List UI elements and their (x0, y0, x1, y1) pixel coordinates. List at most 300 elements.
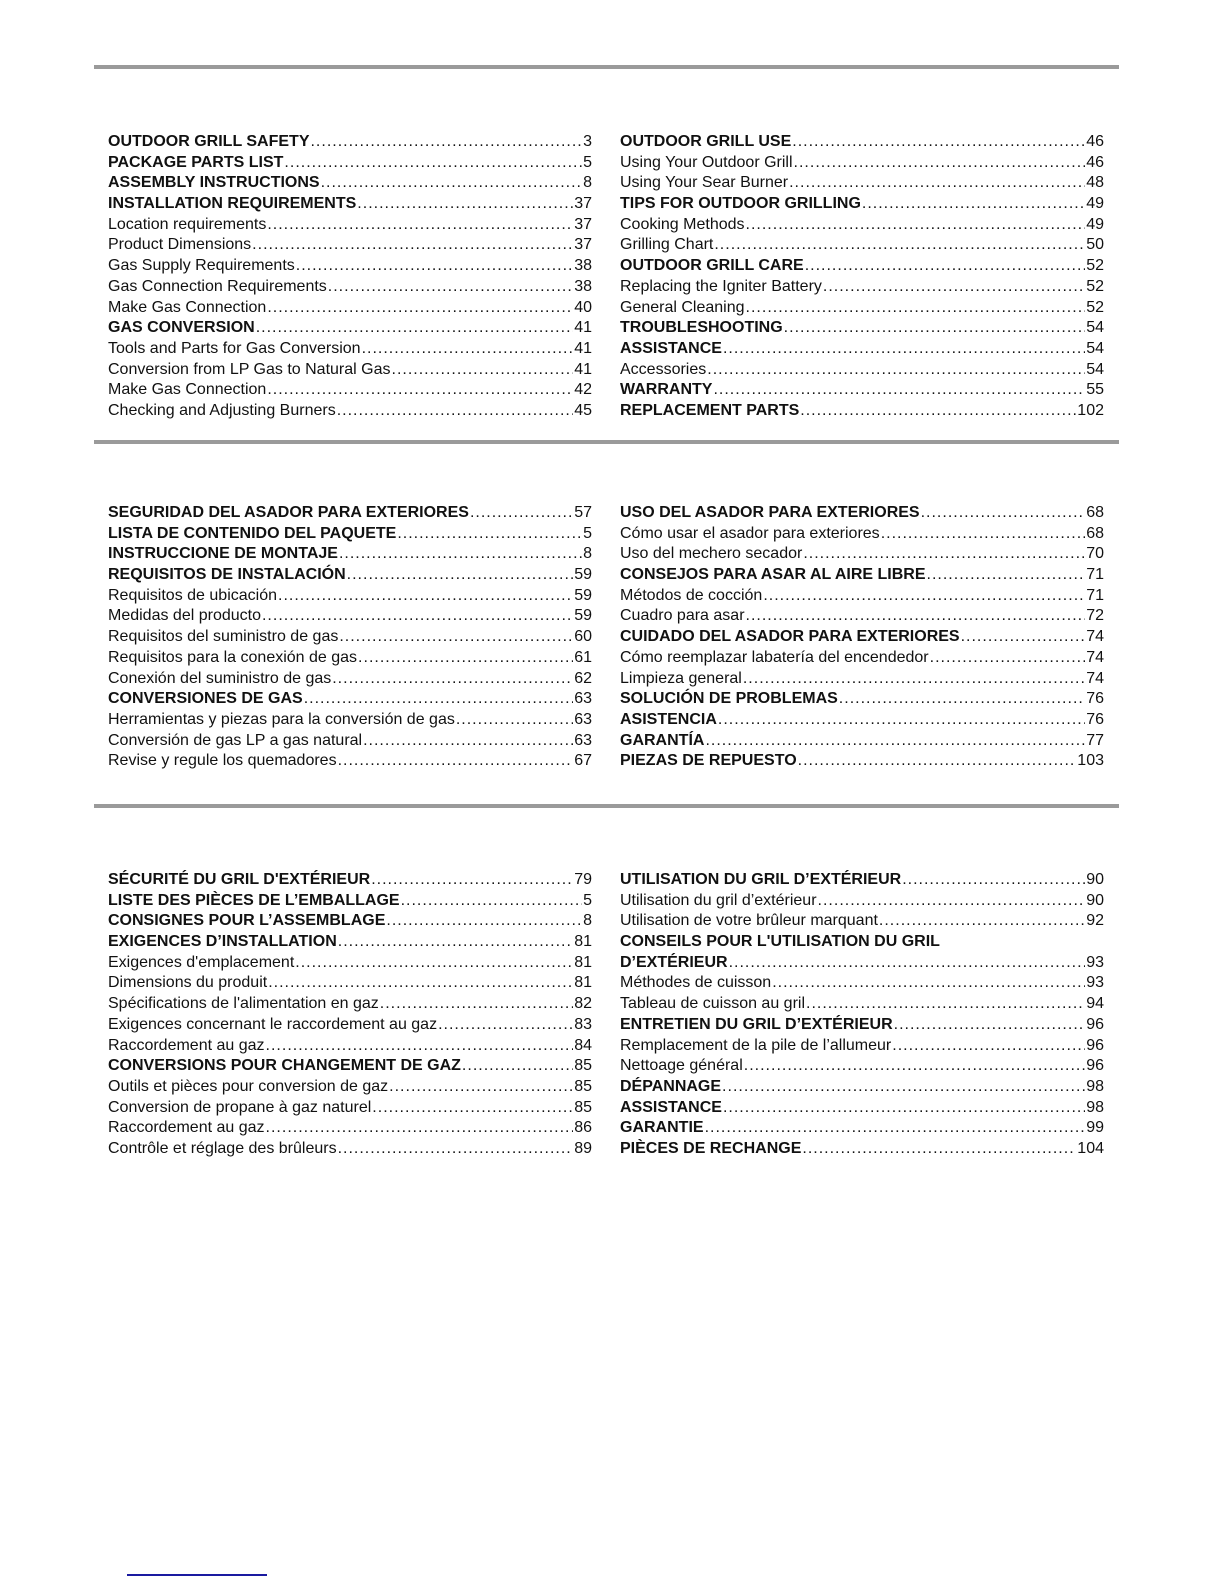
toc-entry[interactable] (620, 606, 1104, 627)
toc-heading-entry[interactable] (108, 891, 592, 912)
dot-leader (266, 1036, 574, 1057)
toc-entry-label: Accessories (620, 360, 707, 378)
toc-entry[interactable] (108, 751, 592, 772)
toc-entry[interactable] (108, 401, 592, 422)
toc-entry-label: LISTA DE CONTENIDO DEL PAQUETE (108, 524, 397, 542)
toc-page-number: 68 (1086, 504, 1104, 521)
dot-leader (372, 1098, 573, 1119)
toc-entry[interactable] (108, 648, 592, 669)
toc-entry-label: INSTALLATION REQUIREMENTS (108, 195, 357, 213)
toc-entry-label: PACKAGE PARTS LIST (108, 153, 284, 171)
toc-entry[interactable] (108, 277, 592, 298)
toc-entry-label: Uso del mechero secador (620, 545, 803, 563)
toc-page-number: 74 (1086, 669, 1104, 687)
toc-entry-label: PIÈCES DE RECHANGE (620, 1139, 802, 1157)
dot-leader (438, 1015, 573, 1036)
toc-entry-label: Exigences concernant le raccordement au gaz (108, 1015, 438, 1033)
toc-page-number: 85 (574, 1077, 592, 1095)
toc-entry-label: Herramientas y piezas para la conversión de gas (108, 710, 455, 728)
dot-leader (930, 648, 1086, 669)
toc-page-number: 92 (1086, 912, 1104, 930)
toc-page-number: 70 (1086, 545, 1104, 563)
toc-entry-label: Gas Supply Requirements (108, 257, 295, 275)
dot-leader (961, 627, 1086, 648)
dot-leader (927, 565, 1086, 586)
dot-leader (252, 235, 573, 256)
dot-leader (705, 731, 1085, 752)
toc-entry[interactable] (620, 153, 1104, 174)
toc-entry[interactable] (108, 360, 592, 381)
toc-heading-entry[interactable] (620, 318, 1104, 339)
toc-entry-label: TROUBLESHOOTING (620, 319, 783, 337)
toc-entry-label: WARRANTY (620, 381, 713, 399)
toc-entry[interactable] (108, 1139, 592, 1160)
toc-entry[interactable] (108, 256, 592, 277)
toc-page-number: 85 (574, 1098, 592, 1116)
dot-leader (268, 973, 573, 994)
toc-page-number: 54 (1086, 319, 1104, 337)
toc-heading-entry[interactable] (108, 544, 592, 565)
toc-entry[interactable] (620, 1036, 1104, 1057)
toc-entry[interactable] (108, 215, 592, 236)
toc-page-number: 52 (1086, 257, 1104, 275)
toc-page-number: 45 (574, 401, 592, 419)
toc-page-number: 96 (1086, 1015, 1104, 1033)
toc-entry[interactable] (620, 891, 1104, 912)
toc-entry-label: OUTDOOR GRILL USE (620, 133, 792, 150)
dot-leader (723, 1098, 1085, 1119)
toc-entry-label: Cooking Methods (620, 215, 745, 233)
toc-entry-label: Outils et pièces pour conversion de gaz (108, 1077, 389, 1095)
toc-page-number: 42 (574, 381, 592, 399)
dot-leader (267, 380, 573, 401)
toc-heading-entry[interactable] (620, 689, 1104, 710)
dot-leader (462, 1056, 573, 1077)
toc-entry[interactable] (108, 298, 592, 319)
toc-page-number: 93 (1086, 953, 1104, 971)
toc-page-number: 59 (574, 586, 592, 604)
toc-entry-label: Conversion de propane à gaz naturel (108, 1098, 372, 1116)
toc-entry-label: EXIGENCES D’INSTALLATION (108, 933, 337, 951)
toc-entry-label: OUTDOOR GRILL CARE (620, 257, 804, 275)
dot-leader (818, 891, 1086, 912)
toc-heading-entry[interactable] (108, 689, 592, 710)
dot-leader (744, 1056, 1085, 1077)
toc-page-number: 60 (574, 628, 592, 646)
toc-page-number: 74 (1086, 648, 1104, 666)
toc-entry-label: USO DEL ASADOR PARA EXTERIORES (620, 504, 920, 521)
dot-leader (363, 731, 573, 752)
toc-entry-label: ASISTENCIA (620, 710, 717, 728)
toc-entry-label: Product Dimensions (108, 236, 252, 254)
dot-leader (921, 503, 1086, 524)
toc-entry[interactable] (620, 994, 1104, 1015)
dot-leader (729, 953, 1086, 974)
toc-page-number: 103 (1077, 752, 1104, 770)
toc-page-number: 41 (574, 319, 592, 337)
toc-entry[interactable] (108, 627, 592, 648)
toc-heading-entry[interactable] (108, 194, 592, 215)
dot-leader (386, 911, 582, 932)
toc-heading-entry[interactable] (108, 870, 592, 891)
toc-entry[interactable] (620, 524, 1104, 545)
toc-page-number: 62 (574, 669, 592, 687)
toc-page-number: 54 (1086, 339, 1104, 357)
toc-heading-entry[interactable] (108, 503, 592, 524)
dot-leader (338, 751, 574, 772)
toc-page-number: 57 (574, 504, 592, 521)
toc-entry-label: Make Gas Connection (108, 381, 267, 399)
toc-page-number: 99 (1086, 1119, 1104, 1137)
dot-leader (713, 380, 1085, 401)
dot-leader (894, 1015, 1086, 1036)
toc-page-number: 96 (1086, 1057, 1104, 1075)
toc-page-number: 96 (1086, 1036, 1104, 1054)
toc-page-number: 76 (1086, 690, 1104, 708)
toc-entry-label: Dimensions du produit (108, 974, 268, 992)
toc-column-left (108, 870, 592, 1160)
toc-entry-label: ENTRETIEN DU GRIL D’EXTÉRIEUR (620, 1015, 893, 1033)
toc-heading-entry[interactable] (620, 751, 1104, 772)
toc-heading-entry[interactable] (620, 1118, 1104, 1139)
toc-entry-label: Raccordement au gaz (108, 1119, 265, 1137)
dot-leader (362, 339, 574, 360)
toc-section-french (108, 870, 1104, 1160)
toc-page-number: 37 (574, 236, 592, 254)
dot-leader (746, 298, 1086, 319)
toc-page-number: 98 (1086, 1077, 1104, 1095)
toc-page-number: 55 (1086, 381, 1104, 399)
dot-leader (879, 911, 1085, 932)
dot-leader (296, 256, 573, 277)
toc-entry-label: REPLACEMENT PARTS (620, 401, 800, 419)
toc-heading-entry[interactable] (620, 731, 1104, 752)
toc-heading-entry[interactable] (620, 565, 1104, 586)
toc-entry[interactable] (620, 215, 1104, 236)
toc-heading-entry[interactable] (108, 153, 592, 174)
dot-leader (380, 994, 573, 1015)
dot-leader (892, 1036, 1085, 1057)
toc-entry-label: Revise y regule los quemadores (108, 752, 337, 770)
toc-entry-label: SOLUCIÓN DE PROBLEMAS (620, 690, 838, 708)
dot-leader (772, 973, 1085, 994)
dot-leader (339, 544, 582, 565)
dot-leader (746, 606, 1086, 627)
section-divider-french (94, 804, 1119, 808)
dot-leader (784, 318, 1086, 339)
dot-leader (338, 932, 573, 953)
toc-heading-entry[interactable] (108, 318, 592, 339)
toc-entry-label: Utilisation de votre brûleur marquant (620, 912, 878, 930)
toc-entry-label: Location requirements (108, 215, 267, 233)
toc-heading-entry[interactable] (620, 1077, 1104, 1098)
dot-leader (321, 173, 583, 194)
toc-entry-label: Tableau de cuisson au gril (620, 995, 806, 1013)
toc-entry-label: Requisitos para la conexión de gas (108, 648, 358, 666)
toc-entry[interactable] (108, 953, 592, 974)
toc-heading-entry[interactable] (620, 627, 1104, 648)
toc-entry[interactable] (108, 586, 592, 607)
toc-heading-entry[interactable] (620, 710, 1104, 731)
dot-leader (714, 235, 1085, 256)
toc-column-left (108, 503, 592, 772)
dot-leader (456, 710, 573, 731)
toc-entry[interactable] (108, 606, 592, 627)
toc-heading-entry[interactable] (108, 524, 592, 545)
dot-leader (339, 627, 573, 648)
toc-page-number: 41 (574, 339, 592, 357)
toc-entry-label: Exigences d'emplacement (108, 953, 295, 971)
section-divider-spanish (94, 440, 1119, 444)
toc-heading-entry[interactable] (620, 401, 1104, 422)
toc-entry[interactable] (108, 235, 592, 256)
toc-page-number: 81 (574, 933, 592, 951)
toc-page-number: 54 (1086, 360, 1104, 378)
dot-leader (802, 1139, 1076, 1160)
toc-entry-label: Requisitos del suministro de gas (108, 628, 339, 646)
toc-entry[interactable] (620, 544, 1104, 565)
dot-leader (862, 194, 1085, 215)
toc-heading-entry[interactable] (620, 1098, 1104, 1119)
toc-heading-entry[interactable] (620, 1139, 1104, 1160)
toc-entry-label: Tools and Parts for Gas Conversion (108, 339, 361, 357)
dot-leader (806, 994, 1085, 1015)
toc-page-number: 40 (574, 298, 592, 316)
dot-leader (304, 689, 574, 710)
dot-leader (800, 401, 1076, 422)
toc-heading-entry[interactable] (620, 953, 1104, 974)
toc-page-number: 52 (1086, 277, 1104, 295)
dot-leader (839, 689, 1085, 710)
toc-page-number: 46 (1086, 133, 1104, 150)
dot-leader (278, 586, 573, 607)
toc-entry[interactable] (620, 648, 1104, 669)
toc-page-number: 82 (574, 995, 592, 1013)
toc-entry-label: Nettoage général (620, 1057, 743, 1075)
toc-heading-entry[interactable] (108, 911, 592, 932)
toc-entry-label: ASSEMBLY INSTRUCTIONS (108, 174, 320, 192)
section-divider-english (94, 65, 1119, 69)
toc-entry-label: SEGURIDAD DEL ASADOR PARA EXTERIORES (108, 504, 469, 521)
toc-heading-entry[interactable] (108, 173, 592, 194)
toc-heading-entry[interactable] (620, 132, 1104, 153)
dot-leader (295, 953, 573, 974)
toc-page-number: 49 (1086, 215, 1104, 233)
toc-entry-label: INSTRUCCIONE DE MONTAJE (108, 545, 338, 563)
dot-leader (389, 1077, 573, 1098)
toc-page-number: 50 (1086, 236, 1104, 254)
toc-entry[interactable] (620, 586, 1104, 607)
toc-page-number: 84 (574, 1036, 592, 1054)
toc-entry[interactable] (620, 360, 1104, 381)
toc-page-number: 63 (574, 690, 592, 708)
toc-page-number: 76 (1086, 710, 1104, 728)
toc-entry-label: CONVERSIONS POUR CHANGEMENT DE GAZ (108, 1057, 461, 1075)
toc-entry-label: General Cleaning (620, 298, 745, 316)
toc-page-number: 59 (574, 607, 592, 625)
footer-link-underline (127, 1574, 267, 1576)
toc-heading-entry[interactable] (108, 932, 592, 953)
toc-entry[interactable] (620, 669, 1104, 690)
toc-heading-entry[interactable] (620, 256, 1104, 277)
toc-entry-label: REQUISITOS DE INSTALACIÓN (108, 566, 346, 584)
toc-heading-entry[interactable] (620, 1015, 1104, 1036)
toc-page-number: 79 (574, 871, 592, 888)
toc-entry-label: Cuadro para asar (620, 607, 745, 625)
toc-entry[interactable] (108, 731, 592, 752)
dot-leader (743, 669, 1085, 690)
dot-leader (310, 132, 582, 153)
dot-leader (401, 891, 583, 912)
toc-page-number: 63 (574, 710, 592, 728)
toc-entry-label: Grilling Chart (620, 236, 714, 254)
toc-entry-label: CONSEILS POUR L'UTILISATION DU GRIL (620, 933, 940, 951)
dot-leader (328, 277, 573, 298)
toc-page-number: 90 (1086, 891, 1104, 909)
toc-page-number: 48 (1086, 174, 1104, 192)
toc-section-english (108, 132, 1104, 422)
dot-leader (332, 669, 573, 690)
dot-leader (794, 153, 1086, 174)
toc-page-number: 67 (574, 752, 592, 770)
toc-entry-label: Remplacement de la pile de l’allumeur (620, 1036, 892, 1054)
dot-leader (881, 524, 1086, 545)
toc-entry-label: Métodos de cocción (620, 586, 763, 604)
toc-entry-label: Contrôle et réglage des brûleurs (108, 1139, 337, 1157)
toc-entry-label: ASSISTANCE (620, 1098, 722, 1116)
toc-entry[interactable] (108, 1036, 592, 1057)
toc-page-number: 49 (1086, 195, 1104, 213)
dot-leader (256, 318, 574, 339)
toc-page-number: 93 (1086, 974, 1104, 992)
toc-entry-label: CUIDADO DEL ASADOR PARA EXTERIORES (620, 628, 960, 646)
toc-page-number: 74 (1086, 628, 1104, 646)
toc-entry-label: Checking and Adjusting Burners (108, 401, 336, 419)
toc-entry[interactable] (108, 669, 592, 690)
dot-leader (792, 132, 1085, 153)
toc-page-number: 98 (1086, 1098, 1104, 1116)
toc-heading-entry[interactable] (620, 194, 1104, 215)
toc-page-number: 104 (1077, 1139, 1104, 1157)
toc-entry-label: Replacing the Igniter Battery (620, 277, 822, 295)
toc-entry[interactable] (108, 1015, 592, 1036)
toc-heading-entry[interactable] (108, 565, 592, 586)
toc-entry[interactable] (108, 710, 592, 731)
toc-entry[interactable] (108, 973, 592, 994)
toc-entry[interactable] (620, 911, 1104, 932)
toc-entry-label: Limpieza general (620, 669, 742, 687)
toc-page-number: 52 (1086, 298, 1104, 316)
toc-entry-label: UTILISATION DU GRIL D’EXTÉRIEUR (620, 871, 902, 888)
toc-entry-label: GAS CONVERSION (108, 319, 255, 337)
toc-page-number: 38 (574, 277, 592, 295)
toc-entry-label: CONSIGNES POUR L’ASSEMBLAGE (108, 912, 386, 930)
toc-entry-label: TIPS FOR OUTDOOR GRILLING (620, 195, 861, 213)
toc-entry[interactable] (620, 235, 1104, 256)
toc-page-number: 8 (583, 545, 592, 563)
toc-page-number: 5 (583, 891, 592, 909)
toc-entry-label: GARANTIE (620, 1119, 704, 1137)
toc-page-number: 85 (574, 1057, 592, 1075)
toc-entry[interactable] (108, 380, 592, 401)
toc-entry-label: DÉPANNAGE (620, 1077, 722, 1095)
toc-entry-label: Utilisation du gril d’extérieur (620, 891, 817, 909)
dot-leader (267, 215, 573, 236)
toc-entry-label: Conversion from LP Gas to Natural Gas (108, 360, 391, 378)
toc-entry-label: LISTE DES PIÈCES DE L’EMBALLAGE (108, 891, 400, 909)
toc-entry[interactable] (620, 973, 1104, 994)
toc-entry[interactable] (108, 994, 592, 1015)
toc-entry-label: Conexión del suministro de gas (108, 669, 332, 687)
toc-heading-entry[interactable] (620, 380, 1104, 401)
toc-page-number: 71 (1086, 586, 1104, 604)
toc-heading-entry[interactable] (620, 870, 1104, 891)
dot-leader (805, 256, 1086, 277)
toc-heading-entry[interactable] (620, 339, 1104, 360)
toc-entry[interactable] (108, 1077, 592, 1098)
toc-entry[interactable] (620, 277, 1104, 298)
toc-page-number: 5 (583, 153, 592, 171)
toc-page-number: 77 (1086, 731, 1104, 749)
toc-page-number: 61 (574, 648, 592, 666)
toc-page-number: 89 (574, 1139, 592, 1157)
toc-column-right (620, 503, 1104, 772)
dot-leader (798, 751, 1077, 772)
dot-leader (392, 360, 574, 381)
toc-entry-label: SÉCURITÉ DU GRIL D'EXTÉRIEUR (108, 871, 371, 888)
toc-heading-entry[interactable] (620, 932, 1104, 953)
toc-section-spanish (108, 503, 1104, 772)
dot-leader (338, 1139, 574, 1160)
toc-entry-label: Raccordement au gaz (108, 1036, 265, 1054)
toc-entry-label: Medidas del producto (108, 607, 261, 625)
toc-entry[interactable] (620, 1056, 1104, 1077)
toc-page-number: 59 (574, 566, 592, 584)
toc-entry-label: Méthodes de cuisson (620, 974, 772, 992)
dot-leader (789, 173, 1085, 194)
toc-page-number: 37 (574, 215, 592, 233)
dot-leader (470, 503, 573, 524)
dot-leader (337, 401, 574, 422)
toc-page-number: 68 (1086, 524, 1104, 542)
toc-entry[interactable] (620, 173, 1104, 194)
toc-entry-label: Spécifications de l'alimentation en gaz (108, 995, 379, 1013)
dot-leader (284, 153, 582, 174)
toc-entry[interactable] (108, 1098, 592, 1119)
toc-entry[interactable] (108, 1118, 592, 1139)
toc-column-left (108, 132, 592, 422)
toc-page-number: 46 (1086, 153, 1104, 171)
toc-heading-entry[interactable] (108, 1056, 592, 1077)
dot-leader (722, 1077, 1085, 1098)
toc-entry-label: PIEZAS DE REPUESTO (620, 752, 797, 770)
toc-page-number: 3 (583, 133, 592, 150)
toc-heading-entry[interactable] (620, 503, 1104, 524)
toc-page-number: 63 (574, 731, 592, 749)
toc-entry[interactable] (620, 298, 1104, 319)
dot-leader (902, 870, 1085, 891)
toc-entry-label: CONSEJOS PARA ASAR AL AIRE LIBRE (620, 566, 926, 584)
toc-entry-label: Using Your Sear Burner (620, 174, 789, 192)
toc-entry-label: Requisitos de ubicación (108, 586, 277, 604)
toc-entry-label: Using Your Outdoor Grill (620, 153, 793, 171)
toc-heading-entry[interactable] (108, 132, 592, 153)
toc-page-number: 8 (583, 174, 592, 192)
toc-page-number: 90 (1086, 871, 1104, 888)
toc-page-number: 94 (1086, 995, 1104, 1013)
toc-entry[interactable] (108, 339, 592, 360)
dot-leader (746, 215, 1086, 236)
